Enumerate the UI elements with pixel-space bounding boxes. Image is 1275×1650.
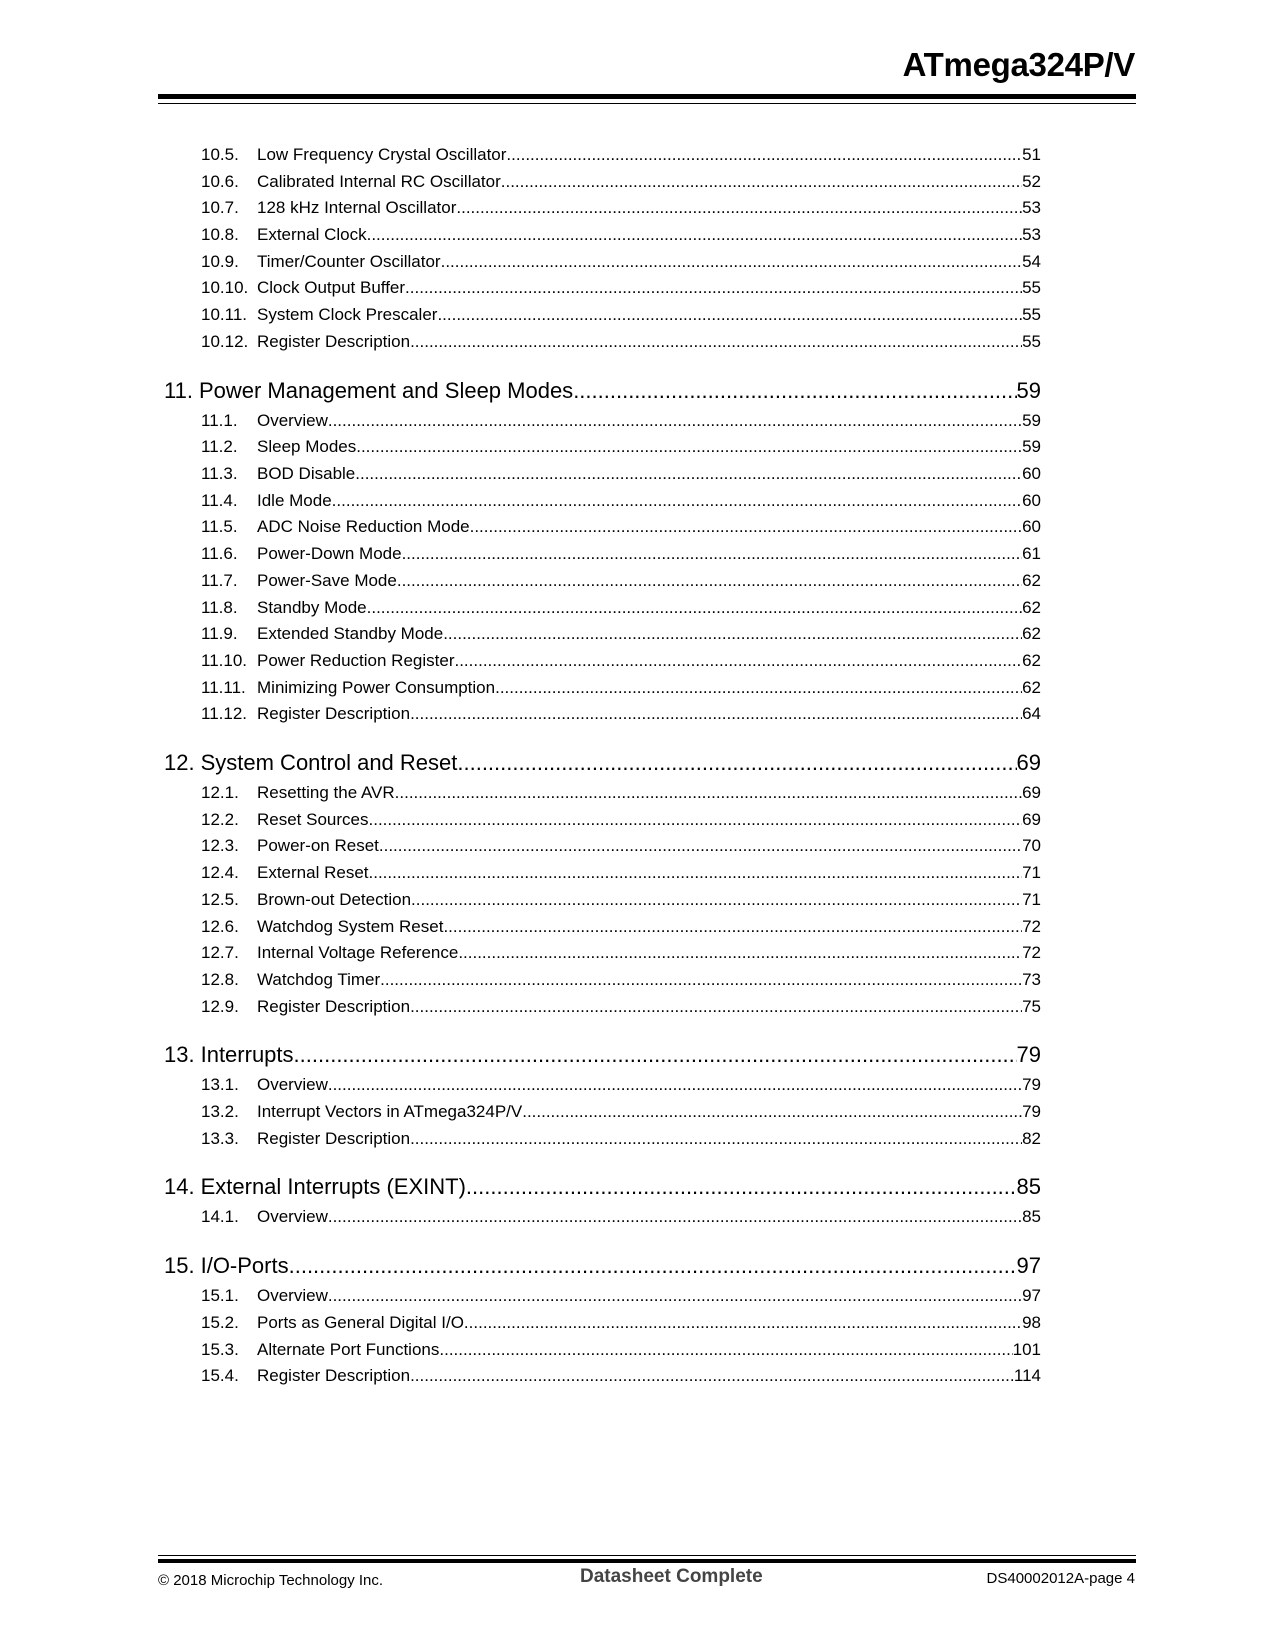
toc-entry-title: Watchdog Timer bbox=[257, 970, 381, 989]
toc-entry-page: 79 bbox=[1022, 1075, 1041, 1094]
toc-entry-row[interactable] bbox=[201, 144, 1041, 166]
footer-center-label: Datasheet Complete bbox=[580, 1566, 763, 1587]
toc-entry-title: Register Description bbox=[257, 1129, 411, 1148]
toc-entry-page: 71 bbox=[1022, 890, 1041, 909]
toc-entry-row[interactable] bbox=[201, 1312, 1041, 1334]
toc-dot-leader bbox=[367, 224, 1022, 246]
toc-entry-page: 61 bbox=[1022, 544, 1041, 563]
toc-entry-number: 10.7. bbox=[201, 198, 239, 217]
toc-dot-leader bbox=[501, 171, 1022, 193]
toc-entry-row[interactable] bbox=[201, 410, 1041, 432]
toc-dot-leader bbox=[356, 436, 1022, 458]
toc-entry-row[interactable] bbox=[201, 436, 1041, 458]
toc-entry-title: ADC Noise Reduction Mode bbox=[257, 517, 470, 536]
toc-entry-row[interactable] bbox=[201, 942, 1041, 964]
toc-dot-leader bbox=[328, 410, 1022, 432]
toc-entry-title: Clock Output Buffer bbox=[257, 278, 406, 297]
toc-section-row[interactable] bbox=[164, 1251, 1041, 1281]
footer-rule-thin bbox=[158, 1555, 1136, 1556]
toc-entry-number: 10.12. bbox=[201, 332, 249, 351]
toc-entry-page: 54 bbox=[1022, 252, 1041, 271]
toc-entry-row[interactable] bbox=[201, 570, 1041, 592]
footer-doc-id: DS40002012A-page 4 bbox=[986, 1570, 1135, 1587]
toc-entry-page: 69 bbox=[1022, 810, 1041, 829]
toc-entry-title: Ports as General Digital I/O bbox=[257, 1313, 464, 1332]
toc-entry-number: 12.4. bbox=[201, 863, 239, 882]
toc-entry-title: Low Frequency Crystal Oscillator bbox=[257, 145, 507, 164]
toc-entry-number: 13.1. bbox=[201, 1075, 239, 1094]
toc-entry-page: 82 bbox=[1022, 1129, 1041, 1148]
toc-entry-row[interactable] bbox=[201, 543, 1041, 565]
toc-entry-title: External Reset bbox=[257, 863, 369, 882]
toc-entry-row[interactable] bbox=[201, 331, 1041, 353]
toc-entry-number: 12.9. bbox=[201, 997, 239, 1016]
toc-dot-leader bbox=[379, 835, 1022, 857]
toc-entry-title: Interrupt Vectors in ATmega324P/V bbox=[257, 1102, 523, 1121]
toc-entry-number: 12.6. bbox=[201, 917, 239, 936]
toc-entry-number: 11.12. bbox=[201, 704, 248, 723]
toc-entry-number: 12.1. bbox=[201, 783, 239, 802]
toc-entry-title: Overview bbox=[257, 1207, 328, 1226]
toc-entry-title: Extended Standby Mode bbox=[257, 624, 444, 643]
toc-entry-title: Resetting the AVR bbox=[257, 783, 395, 802]
toc-dot-leader bbox=[441, 251, 1022, 273]
toc-entry-row[interactable] bbox=[201, 782, 1041, 804]
toc-entry-page: 59 bbox=[1022, 437, 1041, 456]
toc-dot-leader bbox=[369, 862, 1023, 884]
header-title: ATmega324P/V bbox=[902, 46, 1135, 83]
toc-entry-number: 15.4. bbox=[201, 1366, 239, 1385]
toc-entry-title: 128 kHz Internal Oscillator bbox=[257, 198, 457, 217]
toc-dot-leader bbox=[402, 543, 1023, 565]
footer-copyright: © 2018 Microchip Technology Inc. bbox=[158, 1572, 384, 1589]
toc-entry-number: 11.7. bbox=[201, 571, 238, 590]
toc-dot-leader bbox=[397, 570, 1022, 592]
toc-entry-title: Register Description bbox=[257, 997, 411, 1016]
toc-section-number: 11. bbox=[164, 378, 193, 403]
toc-dot-leader bbox=[405, 277, 1022, 299]
toc-entry-page: 53 bbox=[1022, 198, 1041, 217]
toc-entry-number: 10.11. bbox=[201, 305, 248, 324]
header-rule-thin bbox=[158, 103, 1136, 104]
toc-section-title: System Control and Reset bbox=[200, 750, 458, 775]
toc-entry-number: 15.2. bbox=[201, 1313, 239, 1332]
toc-section-number: 15. bbox=[164, 1253, 195, 1278]
toc-section-page: 79 bbox=[1016, 1042, 1041, 1067]
toc-dot-leader bbox=[410, 703, 1022, 725]
toc-dot-leader bbox=[437, 304, 1022, 326]
toc-section-page: 59 bbox=[1016, 378, 1041, 403]
toc-entry-row[interactable] bbox=[201, 996, 1041, 1018]
toc-entry-row[interactable] bbox=[201, 516, 1041, 538]
toc-entry-title: Alternate Port Functions bbox=[257, 1340, 440, 1359]
toc-entry-page: 62 bbox=[1022, 678, 1041, 697]
toc-section-number: 12. bbox=[164, 750, 195, 775]
toc-entry-title: Overview bbox=[257, 1286, 328, 1305]
footer-rule-thick bbox=[158, 1559, 1136, 1563]
toc-entry-title: Overview bbox=[257, 1075, 328, 1094]
toc-entry-title: Sleep Modes bbox=[257, 437, 357, 456]
toc-entry-page: 114 bbox=[1013, 1366, 1041, 1385]
toc-entry-row[interactable] bbox=[201, 1206, 1041, 1228]
toc-entry-title: Register Description bbox=[257, 332, 411, 351]
toc-dot-leader bbox=[573, 376, 1016, 406]
toc-entry-row[interactable] bbox=[201, 835, 1041, 857]
toc-dot-leader bbox=[410, 331, 1022, 353]
toc-section-page: 85 bbox=[1016, 1174, 1041, 1199]
toc-dot-leader bbox=[410, 1128, 1022, 1150]
toc-section-row[interactable] bbox=[164, 376, 1041, 406]
toc-entry-number: 14.1. bbox=[201, 1207, 239, 1226]
toc-section-row[interactable] bbox=[164, 748, 1041, 778]
toc-entry-number: 11.11. bbox=[201, 678, 246, 697]
toc-entry-page: 85 bbox=[1022, 1207, 1041, 1226]
toc-entry-page: 72 bbox=[1022, 917, 1041, 936]
toc-dot-leader bbox=[328, 1285, 1022, 1307]
toc-entry-row[interactable] bbox=[201, 1074, 1041, 1096]
toc-entry-number: 11.4. bbox=[201, 491, 238, 510]
toc-entry-page: 101 bbox=[1012, 1340, 1041, 1359]
toc-entry-row[interactable] bbox=[201, 171, 1041, 193]
toc-dot-leader bbox=[369, 809, 1023, 831]
toc-entry-number: 11.9. bbox=[201, 624, 238, 643]
toc-section-number: 14. bbox=[164, 1174, 195, 1199]
toc-entry-title: Timer/Counter Oscillator bbox=[257, 252, 441, 271]
toc-section-row[interactable] bbox=[164, 1172, 1041, 1202]
toc-dot-leader bbox=[522, 1101, 1022, 1123]
toc-section-page: 97 bbox=[1016, 1253, 1041, 1278]
toc-dot-leader bbox=[294, 1040, 1017, 1070]
toc-entry-row[interactable] bbox=[201, 224, 1041, 246]
toc-entry-page: 98 bbox=[1022, 1313, 1041, 1332]
toc-entry-number: 12.7. bbox=[201, 943, 239, 962]
toc-entry-page: 62 bbox=[1022, 651, 1041, 670]
toc-entry-page: 51 bbox=[1022, 145, 1041, 164]
toc-dot-leader bbox=[454, 650, 1022, 672]
toc-entry-title: Power-on Reset bbox=[257, 836, 379, 855]
toc-entry-row[interactable] bbox=[201, 862, 1041, 884]
toc-dot-leader bbox=[410, 996, 1022, 1018]
header-rule-thick bbox=[158, 94, 1136, 99]
toc-entry-number: 12.3. bbox=[201, 836, 239, 855]
toc-entry-number: 13.2. bbox=[201, 1102, 239, 1121]
toc-dot-leader bbox=[456, 197, 1022, 219]
toc-entry-number: 12.8. bbox=[201, 970, 239, 989]
toc-dot-leader bbox=[495, 677, 1022, 699]
toc-entry-page: 52 bbox=[1022, 172, 1041, 191]
toc-entry-row[interactable] bbox=[201, 1365, 1041, 1387]
toc-dot-leader bbox=[328, 1206, 1022, 1228]
toc-entry-row[interactable] bbox=[201, 277, 1041, 299]
toc-dot-leader bbox=[395, 782, 1022, 804]
toc-entry-number: 11.10. bbox=[201, 651, 248, 670]
toc-entry-page: 72 bbox=[1022, 943, 1041, 962]
toc-entry-row[interactable] bbox=[201, 1128, 1041, 1150]
toc-entry-number: 11.1. bbox=[201, 411, 238, 430]
toc-entry-page: 70 bbox=[1022, 836, 1041, 855]
toc-dot-leader bbox=[355, 463, 1022, 485]
toc-entry-title: Calibrated Internal RC Oscillator bbox=[257, 172, 501, 191]
toc-entry-row[interactable] bbox=[201, 463, 1041, 485]
toc-section-row[interactable] bbox=[164, 1040, 1041, 1070]
toc-dot-leader bbox=[380, 969, 1022, 991]
toc-section-page: 69 bbox=[1016, 750, 1041, 775]
toc-entry-title: Overview bbox=[257, 411, 328, 430]
toc-dot-leader bbox=[328, 1074, 1022, 1096]
toc-entry-number: 11.3. bbox=[201, 464, 238, 483]
toc-dot-leader bbox=[439, 1339, 1012, 1361]
toc-section-title: Power Management and Sleep Modes bbox=[198, 378, 574, 403]
toc-entry-number: 10.6. bbox=[201, 172, 239, 191]
toc-entry-title: Power Reduction Register bbox=[257, 651, 455, 670]
toc-entry-page: 69 bbox=[1022, 783, 1041, 802]
toc-entry-page: 55 bbox=[1022, 305, 1041, 324]
toc-entry-number: 11.6. bbox=[201, 544, 238, 563]
toc-entry-title: Standby Mode bbox=[257, 598, 367, 617]
toc-entry-number: 10.8. bbox=[201, 225, 239, 244]
toc-entry-row[interactable] bbox=[201, 677, 1041, 699]
toc-entry-row[interactable] bbox=[201, 304, 1041, 326]
toc-section-title: External Interrupts (EXINT) bbox=[200, 1174, 466, 1199]
toc-entry-title: Brown-out Detection bbox=[257, 890, 412, 909]
toc-dot-leader bbox=[506, 144, 1022, 166]
toc-entry-title: Power-Save Mode bbox=[257, 571, 397, 590]
toc-entry-row[interactable] bbox=[201, 251, 1041, 273]
toc-entry-title: Idle Mode bbox=[257, 491, 332, 510]
toc-entry-number: 10.10. bbox=[201, 278, 249, 297]
toc-entry-title: Register Description bbox=[257, 1366, 411, 1385]
toc-entry-row[interactable] bbox=[201, 197, 1041, 219]
toc-entry-title: External Clock bbox=[257, 225, 367, 244]
toc-entry-page: 53 bbox=[1022, 225, 1041, 244]
toc-entry-row[interactable] bbox=[201, 809, 1041, 831]
toc-entry-row[interactable] bbox=[201, 703, 1041, 725]
toc-entry-page: 59 bbox=[1022, 411, 1041, 430]
toc-entry-page: 60 bbox=[1022, 491, 1041, 510]
toc-entry-title: Register Description bbox=[257, 704, 411, 723]
toc-entry-row[interactable] bbox=[201, 1101, 1041, 1123]
toc-entry-title: System Clock Prescaler bbox=[257, 305, 438, 324]
toc-entry-page: 71 bbox=[1022, 863, 1041, 882]
toc-entry-number: 13.3. bbox=[201, 1129, 239, 1148]
toc-dot-leader bbox=[443, 623, 1022, 645]
toc-dot-leader bbox=[410, 1365, 1014, 1387]
toc-entry-row[interactable] bbox=[201, 623, 1041, 645]
toc-section-number: 13. bbox=[164, 1042, 195, 1067]
toc-dot-leader bbox=[289, 1251, 1017, 1281]
toc-entry-page: 73 bbox=[1022, 970, 1041, 989]
toc-dot-leader bbox=[464, 1312, 1022, 1334]
toc-dot-leader bbox=[443, 916, 1022, 938]
toc-dot-leader bbox=[367, 597, 1022, 619]
toc-entry-page: 62 bbox=[1022, 571, 1041, 590]
toc-entry-number: 12.5. bbox=[201, 890, 239, 909]
toc-entry-page: 55 bbox=[1022, 278, 1041, 297]
toc-entry-row[interactable] bbox=[201, 969, 1041, 991]
toc-entry-page: 55 bbox=[1022, 332, 1041, 351]
toc-dot-leader bbox=[457, 748, 1016, 778]
toc-entry-title: Minimizing Power Consumption bbox=[257, 678, 496, 697]
toc-entry-number: 12.2. bbox=[201, 810, 239, 829]
toc-entry-number: 15.1. bbox=[201, 1286, 239, 1305]
toc-entry-row[interactable] bbox=[201, 597, 1041, 619]
toc-entry-page: 79 bbox=[1022, 1102, 1041, 1121]
toc-entry-row[interactable] bbox=[201, 889, 1041, 911]
toc-entry-number: 11.5. bbox=[201, 517, 238, 536]
toc-entry-page: 64 bbox=[1022, 704, 1041, 723]
toc-entry-number: 11.8. bbox=[201, 598, 238, 617]
toc-section-title: I/O-Ports bbox=[200, 1253, 289, 1278]
toc-dot-leader bbox=[332, 490, 1022, 512]
toc-dot-leader bbox=[470, 516, 1022, 538]
toc-entry-number: 10.5. bbox=[201, 145, 239, 164]
toc-entry-title: Watchdog System Reset bbox=[257, 917, 444, 936]
toc-entry-title: Reset Sources bbox=[257, 810, 369, 829]
toc-entry-title: BOD Disable bbox=[257, 464, 356, 483]
toc-entry-row[interactable] bbox=[201, 1339, 1041, 1361]
toc-entry-page: 75 bbox=[1022, 997, 1041, 1016]
toc-entry-page: 62 bbox=[1022, 598, 1041, 617]
toc-dot-leader bbox=[458, 942, 1022, 964]
toc-entry-title: Internal Voltage Reference bbox=[257, 943, 459, 962]
toc-entry-title: Power-Down Mode bbox=[257, 544, 402, 563]
toc-entry-row[interactable] bbox=[201, 650, 1041, 672]
toc-entry-number: 10.9. bbox=[201, 252, 239, 271]
toc-entry-row[interactable] bbox=[201, 490, 1041, 512]
toc-dot-leader bbox=[466, 1172, 1017, 1202]
toc-entry-row[interactable] bbox=[201, 916, 1041, 938]
toc-entry-page: 60 bbox=[1022, 464, 1041, 483]
toc-entry-page: 97 bbox=[1022, 1286, 1041, 1305]
toc-entry-page: 62 bbox=[1022, 624, 1041, 643]
toc-dot-leader bbox=[411, 889, 1022, 911]
toc-entry-number: 11.2. bbox=[201, 437, 238, 456]
toc-section-title: Interrupts bbox=[200, 1042, 294, 1067]
toc-entry-row[interactable] bbox=[201, 1285, 1041, 1307]
toc-entry-page: 60 bbox=[1022, 517, 1041, 536]
toc-entry-number: 15.3. bbox=[201, 1340, 239, 1359]
